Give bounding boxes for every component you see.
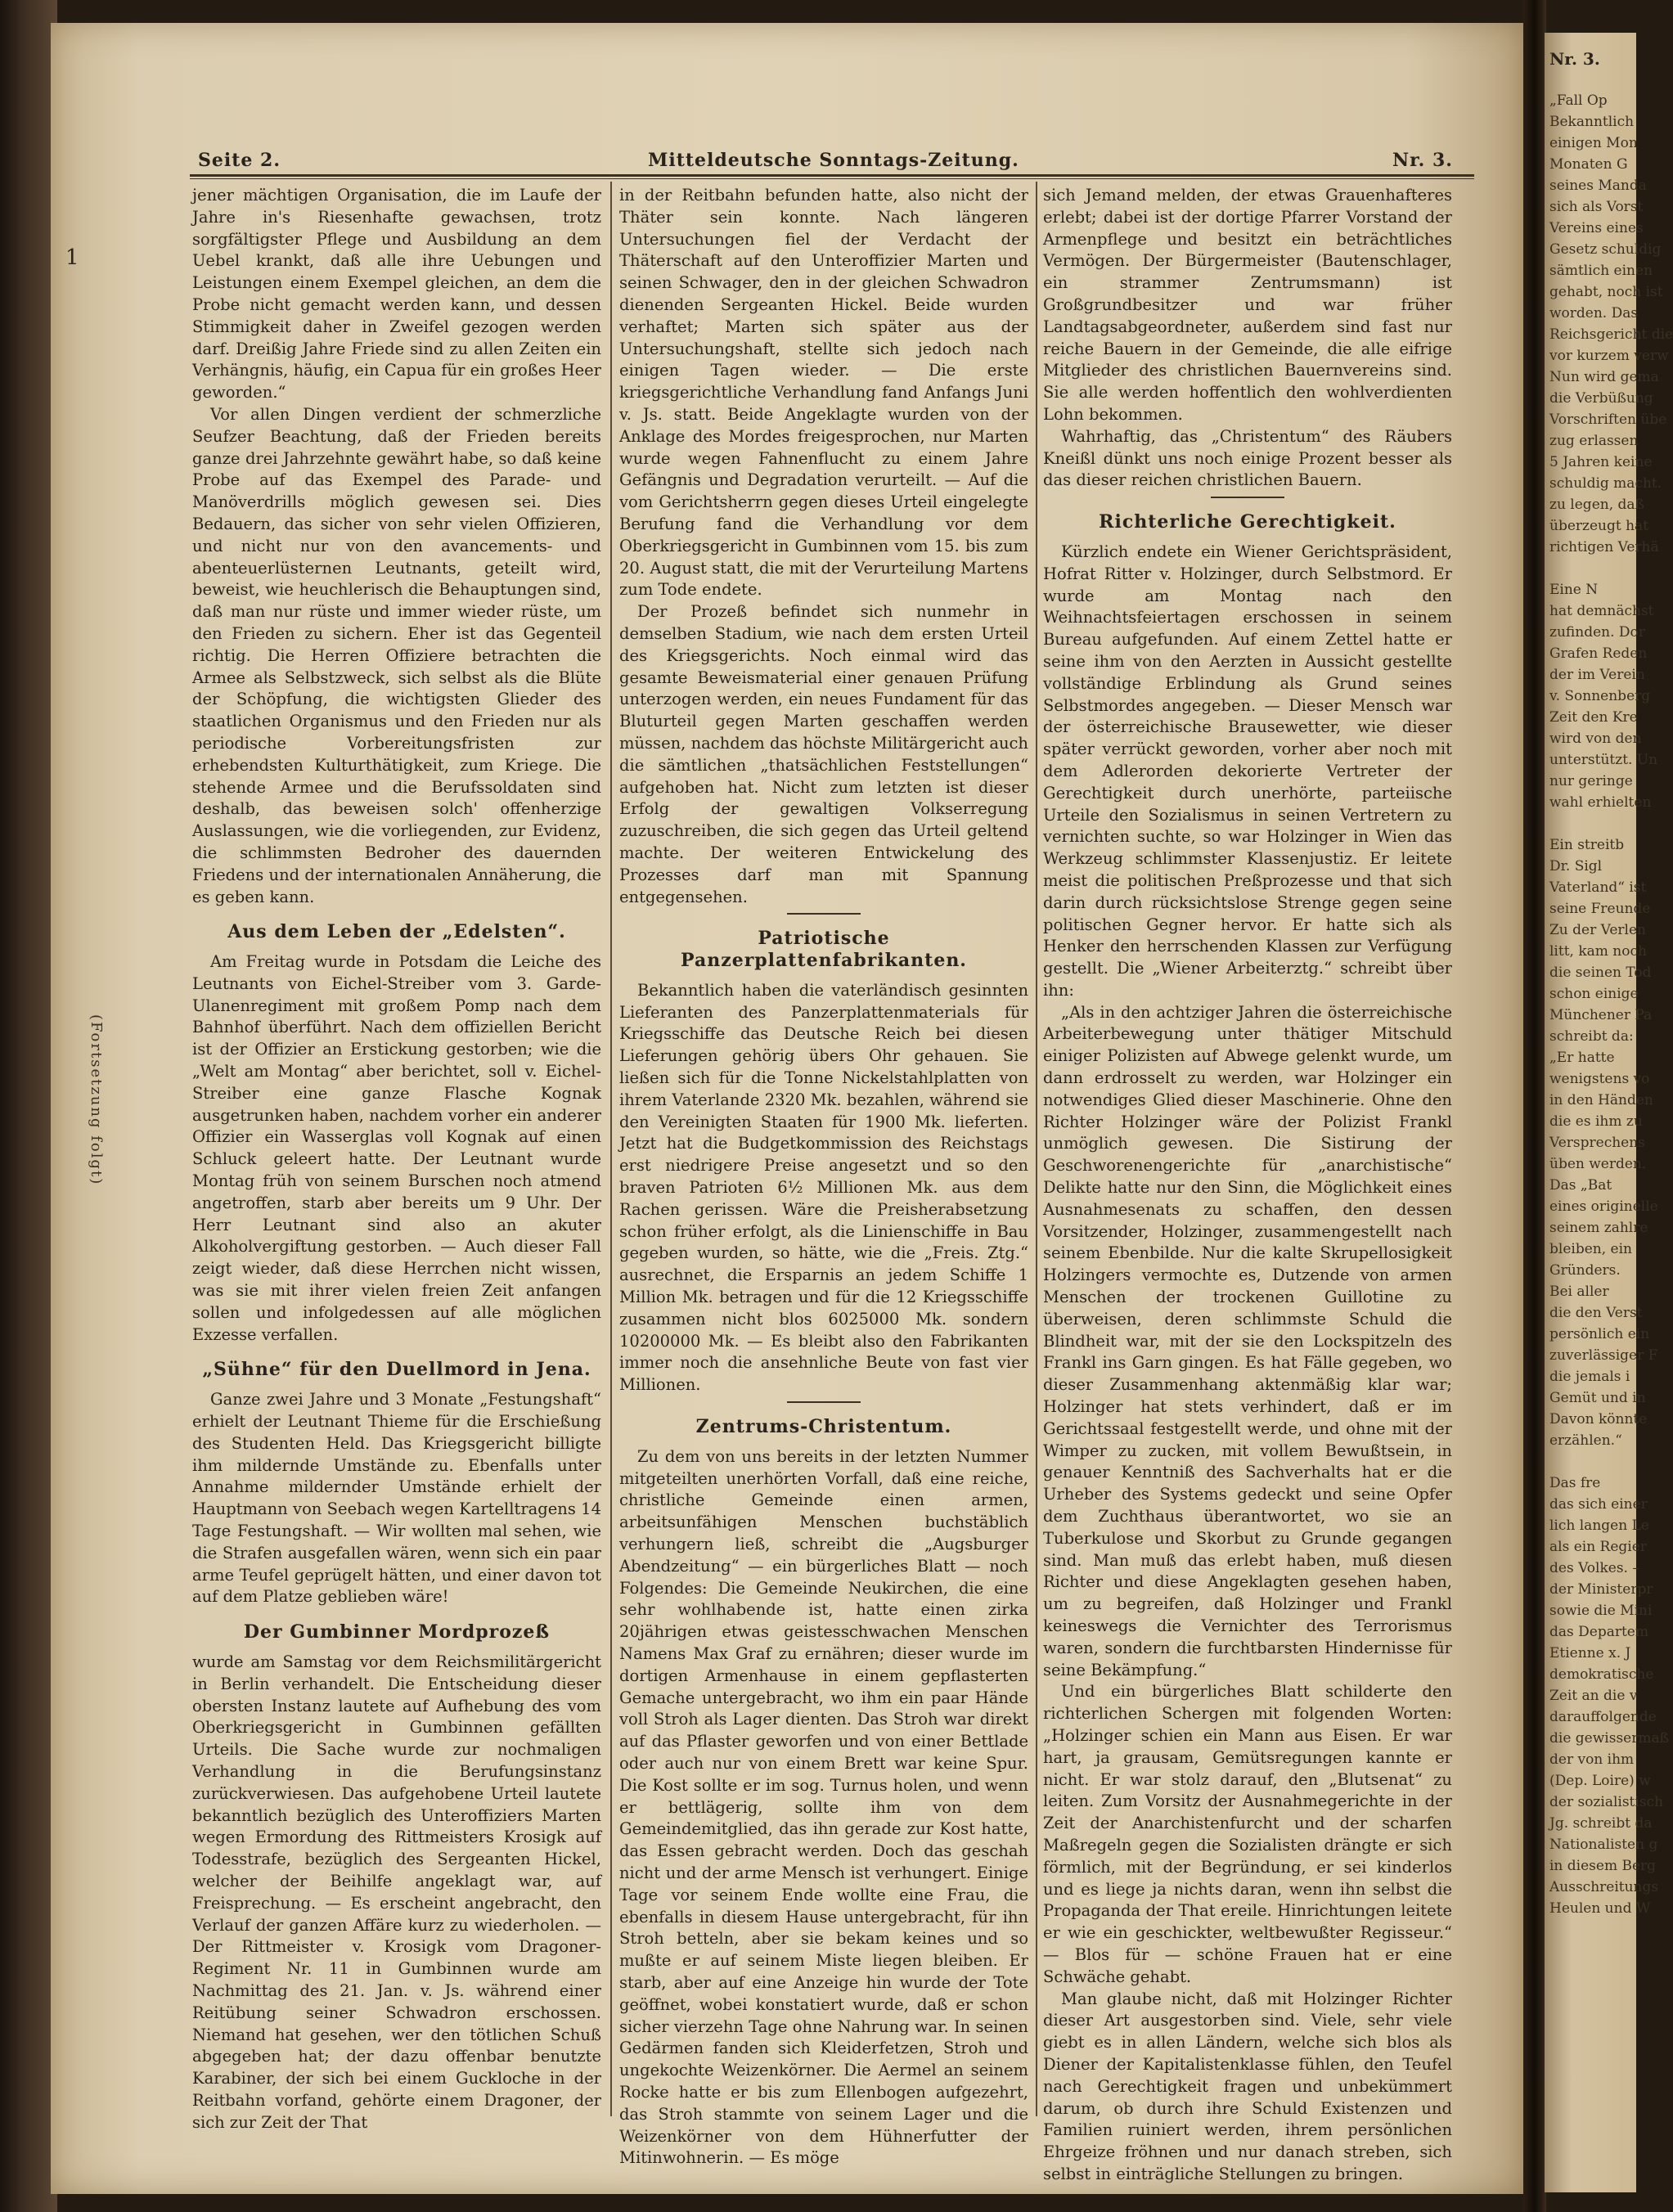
article-text: Kürzlich endete ein Wiener Gerichtspräsident, Hofrat Ritter v. Holzinger, durch Selbstmord. Er wurde am Montag nach den Weihnachtsfeiertagen erschossen in seinem Bureau aufgefunden. Auf einem Zettel hatte er seine ihm von den Aerzten in Aussicht gestellte vollständige Erblindung als Grund seines Selbstmordes angegeben. — Dieser Mensch war der österreichische Brausewetter, wie dieser später verrückt geworden, vorher aber noch mit dem Adlerorden dekorierte Vertreter der Gerechtigkeit durch unerhörte, parteiische Urteile den Sozialismus in seinen Vertretern zu vernichten suchte, so war Holzinger in Wien das Werkzeug schlimmster Klassenjustiz. Er leitete meist die politischen Preßprozesse und that sich darin durch rücksichtslose Strenge gegen seine politischen Gegner hervor. Er hatte sich als Henker den herrschenden Klassen zur Verfügung gestellt. Die „Wiener Arbeiterztg.“ schreibt über ihn: [1043,542,1452,1000]
book-binding [0,0,57,2212]
header-rule [190,174,1474,177]
facing-page-line: Zu der Verlen [1549,922,1646,938]
facing-page-line: Vereins eines [1549,220,1644,236]
page-number: Seite 2. [198,150,281,171]
facing-page-line: Dr. Sigl [1549,858,1603,874]
facing-page-line: „Er hatte [1549,1050,1615,1066]
facing-page-line: Bei aller [1549,1284,1609,1300]
facing-page-line: schreibt da: [1549,1028,1634,1045]
facing-page-line: Heulen und W [1549,1900,1651,1917]
facing-page-line: „Fall Op [1549,92,1608,109]
facing-page-line: Monaten G [1549,156,1628,173]
facing-page-line: die Verbüßung [1549,390,1653,407]
book-gutter [1523,0,1546,2212]
facing-page-line: die jemals i [1549,1369,1630,1385]
facing-page-line: wenigstens vo [1549,1071,1650,1087]
article-text: in der Reitbahn befunden hatte, also nicht der Thäter sein konnte. Nach längeren Untersuchungen fiel der Verdacht der Thäterschaft auf den Unteroffizier Marten und seinen Schwager, den in der gleichen Schwadron dienenden Sergeanten Hickel. Beide wurden verhaftet; Marten sich später aus der Untersuchungshaft, stellte sich jedoch nach einigen Tagen wieder. — Die erste kriegsgerichtliche Verhandlung fand Anfangs Juni v. Js. statt. Beide Angeklagte wurden von der Anklage des Mordes freigesprochen, nur Marten wurde wegen Fahnenflucht zu einem Jahre Gefängnis und Degradation verurteilt. — Auf die vom Gerichtsherrn gegen dieses Urteil eingelegte Berufung fand die Verhandlung vor dem Oberkriegsgericht in Gumbinnen vom 15. bis zum 20. August statt, die mit der Verurteilung Martens zum Tode endete. [619,186,1028,600]
facing-page-line: Nationalisten g [1549,1837,1658,1853]
facing-page-line: Eine N [1549,582,1599,598]
article-text: Vor allen Dingen verdient der schmerzliche Seufzer Beachtung, daß der Frieden bereits ganze drei Jahrzehnte gewährt habe, so daß keine Probe auf das Exempel des Parade- und Manöverdrills möglich gewesen sei. Dies Bedauern, das sicher von sehr vielen Offizieren, und nicht nur von den avancements- und abenteuerlüsternen Leutnants, geteilt wird, beweist, wie heuchlerisch die Behauptungen sind, daß man nur rüste und immer wieder rüste, um den Frieden zu sichern. Eher ist das Gegenteil richtig. Die Herren Offiziere betrachten die Armee als Selbstzweck, sich selbst als die Blüte der Schöpfung, die wichtigsten Glieder des staatlichen Organismus und den Frieden nur als periodische Vorbereitungsfristen zur erhebendsten Kulturthätigkeit, zum Kriege. Die stehende Armee und die Berufssoldaten sind deshalb, das beweisen solch' offenherzige Auslassungen, wie die vorliegenden, zur Evidenz, die schlimmsten Bedroher des dauernden Friedens und der internationalen Annäherung, die es geben kann. [192,404,601,906]
facing-page-line: unterstützt. Un [1549,752,1658,768]
facing-page-line: das sich einer [1549,1496,1648,1513]
facing-page-line: in den Händen [1549,1092,1653,1108]
facing-page-line: sich als Vorst [1549,199,1644,215]
facing-page-line: eines originelle [1549,1198,1658,1215]
facing-page-line: richtigen Verhä [1549,539,1659,555]
article-heading: Patriotische Panzerplattenfabrikanten. [681,928,967,972]
facing-page-line: Zeit den Kre [1549,709,1638,726]
facing-page-line: üben werden. [1549,1156,1647,1172]
facing-page-line: vor kurzem verw [1549,348,1669,364]
article-text: wurde am Samstag vor dem Reichsmilitärgericht in Berlin verhandelt. Die Entscheidung dieser obersten Instanz lautete auf Aufhebung des vom Oberkriegsgericht in Gumbinnen gefällten Urteils. Die Sache wurde zur nochmaligen Verhandlung in die Berufungsinstanz zurückverwiesen. Das aufgehobene Urteil lautete bekanntlich bezüglich des Unteroffiziers Marten wegen Ermordung des Rittmeisters Krosigk auf Todesstrafe, bezüglich des Sergeanten Hickel, welcher der Beihilfe angeklagt war, auf Freisprechung. — Es erscheint angebracht, den Verlauf der ganzen Affäre kurz zu wiederholen. — Der Rittmeister v. Krosigk vom Dragoner-Regiment Nr. 11 in Gumbinnen wurde am Nachmittag des 21. Jan. v. Js. während einer Reitübung seiner Schwadron erschossen. Niemand hat gesehen, wer den tötlichen Schuß abgegeben hat; der dazu offenbar benutzte Karabiner, der sich bei einem Guckloche in der Reitbahn vorfand, gehörte einem Dragoner, der sich zur Zeit der That [192,1652,601,2132]
facing-page [1545,33,1673,2192]
facing-page-line: die gewissermaß [1549,1730,1669,1747]
facing-page-line: Gesetz schuldig [1549,241,1662,258]
facing-page-line: Ein streitb [1549,837,1625,853]
facing-page-header: Nr. 3. [1549,49,1600,69]
article-text: sich Jemand melden, der etwas Grauenhafteres erlebt; dabei ist der dortige Pfarrer Vorstand der Armenpflege und besitzt ein beträchtliches Vermögen. Der Bürgermeister (Bautenschlager, ein strammer Zentrumsmann) ist Großgrundbesitzer und war früher Landtagsabgeordneter, außerdem sind fast nur reiche Bauern in der Gemeinde, die alle eifrige Mitglieder des christlichen Bauernvereins sind. Sie alle werden hoffentlich den wohlverdienten Lohn bekommen. [1043,186,1452,424]
facing-page-line: Etienne x. J [1549,1645,1631,1661]
newspaper-title: Mitteldeutsche Sonntags-Zeitung. [648,150,1019,171]
facing-page-line: der im Verein [1549,667,1645,683]
facing-page-line: zuverlässiger F [1549,1347,1658,1364]
facing-page-line: (Dep. Loire) w [1549,1773,1651,1789]
facing-page-line: Davon könnte [1549,1411,1648,1427]
facing-page-line: lich langen Le [1549,1517,1649,1534]
section-divider [787,913,861,915]
article-text: Ganze zwei Jahre und 3 Monate „Festungshaft“ erhielt der Leutnant Thieme für die Erschießung des Studenten Held. Das Kriegsgericht billigte ihm mildernde Umstände zu. Ebenfalls unter Annahme mildernder Umstände erhielt der Hauptmann von Seebach wegen Kartelltragens 14 Tage Festungshaft. — Wir wollten mal sehen, wie die Strafen ausgefallen wären, wenn sich ein paar arme Teufel geprügelt hätten, und einer davon tot auf dem Platze geblieben wäre! [192,1390,601,1607]
facing-page-line: Jg. schreibt da [1549,1815,1653,1832]
article-heading: Richterliche Gerechtigkeit. [1099,511,1396,533]
section-divider [1211,497,1284,498]
column-divider-1 [610,182,612,2116]
facing-page-line: wahl erhielten [1549,794,1652,811]
facing-page-line: der von ihm [1549,1751,1635,1768]
article-heading: Zentrums-Christentum. [695,1416,952,1438]
facing-page-line: der sozialistisch [1549,1794,1664,1810]
facing-page-line: Das fre [1549,1475,1601,1491]
facing-page-line: Ausschreitungs [1549,1879,1659,1895]
facing-page-line: sowie die Mini [1549,1603,1653,1619]
article-text: Am Freitag wurde in Potsdam die Leiche des Leutnants von Eichel-Streiber vom 3. Garde-Ulanenregiment mit großem Pomp nach dem Bahnhof überführt. Nach dem offiziellen Bericht ist der Offizier an Erstickung gestorben; wie die „Welt am Montag“ aber berichtet, soll v. Eichel-Streiber eine ganze Flasche Kognak ausgetrunken haben, nachdem vorher ein anderer Offizier ein Wasserglas voll Kognak auf einen Schluck geleert hatte. Der Leutnant wurde Montag früh von seinem Burschen noch atmend angetroffen, starb aber bereits um 9 Uhr. Der Herr Leutnant sind also an akuter Alkoholvergiftung gestorben. — Auch dieser Fall zeigt wieder, daß diese Herrchen nicht wissen, was sie mit ihrer vielen freien Zeit anfangen sollen und infolgedessen auf alle möglichen Exzesse verfallen. [192,952,601,1344]
facing-page-line: überzeugt hat [1549,518,1649,534]
article-heading: Aus dem Leben der „Edelsten“. [227,921,566,943]
article-quote: „Als in den achtziger Jahren die österreichische Arbeiterbewegung unter thätiger Mitschuld einiger Polizisten auf Abwege gelenkt wurde, um dann erdrosselt zu werden, war Holzinger ein notwendiges Glied dieser Maschinerie. Ohne den Richter Holzinger wäre der Polizist Frankl unmöglich gewesen. Die Sistirung der Geschworenengerichte für „anarchistische“ Delikte hatte nur den Sinn, die Möglichkeit eines Ausnahmesenats zu schaffen, den dessen Vorsitzender, Holzinger, zusammengestellt nach seinem Ebenbilde. Nur die kalte Skrupellosigkeit Holzingers vermochte es, Dutzende von armen Menschen der trockenen Guillotine zu überweisen, deren schlimmste Schuld die Blindheit war, mit der sie den Lockspitzeln des Frankl ins Garn gingen. Es hat Fälle gegeben, wo dieser Zusammenhang aktenmäßig klar war; Holzinger hat stets verhindert, daß er im Gerichtssaal festgestellt werde, und ohne mit der Wimper zu zucken, mit vollem Bewußtsein, in genauer Kenntniß des Sachverhalts hat er die Urheber des Systems gedeckt und seine Opfer dem Zuchthaus überantwortet, wo sie an Tuberkulose und Skorbut zu Grunde gegangen sind. Man muß das erlebt haben, muß diesen Richter und diese Angeklagten gesehen haben, um zu begreifen, daß Holzinger und Frankl keineswegs die Vernichter des Terrorismus waren, sondern die furchtbarsten Hindernisse für seine Bekämpfung.“ [1043,1002,1452,1679]
facing-page-line: v. Sonnenberg [1549,688,1651,704]
margin-number: 1 [65,245,79,270]
facing-page-line: sämtlich einen [1549,263,1653,279]
facing-page-line: persönlich ein [1549,1326,1650,1342]
facing-page-line: litt, kam noch [1549,943,1647,960]
facing-page-line: worden. Das [1549,305,1639,321]
facing-page-line: zu legen, daß [1549,497,1644,513]
facing-page-line: 5 Jahren keine [1549,454,1653,470]
facing-page-line: Bekanntlich [1549,114,1635,130]
facing-page-line: wird von den [1549,731,1642,747]
facing-page-line: Zeit an die v [1549,1688,1638,1704]
article-text: Wahrhaftig, das „Christentum“ des Räubers Kneißl dünkt uns noch einige Prozent besser als das dieser reichen christlichen Bauern. [1043,426,1452,490]
column-divider-2 [1036,182,1037,2116]
facing-page-line: seine Freunde [1549,901,1651,917]
facing-page-line: seinem zahlre [1549,1220,1648,1236]
facing-page-line: Gründers. [1549,1262,1621,1279]
facing-page-line: Das „Bat [1549,1177,1612,1194]
facing-page-line: des Volkes. – [1549,1560,1639,1576]
facing-page-line: zufinden. Dor [1549,624,1645,641]
facing-page-line: demokratische [1549,1666,1654,1683]
article-text: Man glaube nicht, daß mit Holzinger Richter dieser Art ausgestorben sind. Viele, sehr viele giebt es in allen Ländern, welche sich blos als Diener der Kapitalistenklasse fühlen, den Teufel nach Gerechtigkeit fragen und unbekümmert darum, ob durch ihre Schuld Existenzen und Familien ruiniert werden, ihrem persönlichen Ehrgeize fröhnen und nur danach streben, sich selbst in einträgliche Stellungen zu bringen. [1043,1989,1452,2183]
article-text: Und ein bürgerliches Blatt schilderte den richterlichen Schergen mit folgenden Worten: „Holzinger schien ein Mann aus Eisen. Er war hart, ja grausam, Gemütsregungen kannte er nicht. Er war stolz darauf, den „Blutsenat“ zu leiten. Zum Vorsitz der Ausnahmegerichte in der Zeit der Anarchistenfurcht und der scharfen Maßregeln gegen die Sozialisten drängte er sich förmlich, mit der Begründung, er sei kinderlos und es liege ja nichts daran, wenn ihn selbst die Propaganda der That ereile. Hinrichtungen leitete er wie ein geschickter, weltbewußter Regisseur.“ — Blos für — schöne Frauen hat er eine Schwäche gehabt. [1043,1682,1452,1986]
facing-page-line: Nun wird gema [1549,369,1659,385]
facing-page-line: gehabt, noch ist [1549,284,1663,300]
facing-page-line: Vaterland“ ist [1549,879,1647,896]
section-divider [787,1401,861,1403]
facing-page-line: das Departem [1549,1624,1648,1640]
facing-page-line: schon einige [1549,986,1639,1002]
column-3 [1043,185,1452,2186]
facing-page-line: Gemüt und in [1549,1390,1646,1406]
page-header [190,150,1474,174]
facing-page-line: Vorschriften übe [1549,411,1667,428]
column-2 [619,185,1028,2169]
header-rule-thin [190,178,1474,179]
facing-page-line: schuldig macht. [1549,475,1662,492]
facing-page-line: nur geringe [1549,773,1633,789]
facing-page-line: die es ihm zu [1549,1113,1643,1130]
facing-page-line: darauffolgende [1549,1709,1657,1725]
facing-page-line: Versprechens [1549,1135,1645,1151]
article-heading: „Sühne“ für den Duellmord in Jena. [202,1359,591,1381]
margin-handwritten-note: (Fortsetzung folgt) [88,1014,105,1186]
facing-page-line: als ein Regier [1549,1539,1647,1555]
article-text: Bekanntlich haben die vaterländisch gesinnten Lieferanten des Panzerplattenmaterials für Kriegsschiffe das Deutsche Reich bei diesen Lieferungen gehörig übers Ohr gehauen. Sie ließen sich für die Tonne Nickelstahlplatten von ihrem Vaterlande 2320 Mk. bezahlen, während sie den Vereinigten Staaten für 1900 Mk. lieferten. Jetzt hat die Budgetkommission des Reichstags erst niedrigere Preise angesetzt und so den braven Patrioten 6½ Millionen Mk. aus dem Rachen gerissen. Wäre die Preisherabsetzung schon früher erfolgt, als die Linienschiffe in Bau gegeben wurden, so hätte, wie die „Freis. Ztg.“ ausrechnet, die Ersparnis an jedem Schiffe 1 Million Mk. betragen und für die 12 Kriegsschiffe zusammen nicht blos 6025000 Mk. sondern 10200000 Mk. — Es bleibt also den Fabrikanten immer noch die ansehnliche Beute von fast vier Millionen. [619,980,1028,1395]
facing-page-line: hat demnächst [1549,603,1654,619]
facing-page-line: bleiben, ein [1549,1241,1632,1257]
article-text: jener mächtigen Organisation, die im Laufe der Jahre in's Riesenhafte gewachsen, trotz sorgfältigster Pflege und Ausbildung an dem Uebel krankt, daß alle ihre Uebungen und Leistungen einem Exempel gleichen, an dem die Probe nicht gemacht werden kann, und dessen Stimmigkeit daher in Zweifel gezogen werden darf. Dreißig Jahre Friede sind zu allen Zeiten ein Verhängnis, häufig, ein Capua für ein großes Heer geworden.“ [192,186,601,402]
facing-page-line: einigen Mon [1549,135,1638,151]
facing-page-line: erzählen.“ [1549,1432,1622,1449]
article-heading: Der Gumbinner Mordprozeß [243,1621,551,1643]
facing-page-line: Münchener Pa [1549,1007,1653,1023]
facing-page-line: Reichsgericht die [1549,326,1673,343]
facing-page-line: in diesem Berg [1549,1858,1657,1874]
facing-page-line: Grafen Reden [1549,645,1648,662]
facing-page-line: die seinen Tod [1549,964,1652,981]
column-1 [192,185,601,2134]
article-text: Zu dem von uns bereits in der letzten Nummer mitgeteilten unerhörten Vorfall, daß eine reiche, christliche Gemeinde einen armen, arbeitsunfähigen Menschen buchstäblich verhungern ließ, schreibt die „Augsburger Abendzeitung“ — ein bürgerliches Blatt — noch Folgendes: Die Gemeinde Neukirchen, die eine sehr wohlhabende ist, hatte einen zirka 20jährigen etwas geistesschwachen Menschen Namens Max Graf zu ernähren; dieser wurde im dortigen Armenhause in einem gepflasterten Gemache untergebracht, wo ihm ein paar Hände voll Stroh als Lager dienten. Das Stroh war direkt auf das Pflaster geworfen und von einer Bettlade oder auch nur von einem Brett war keine Spur. Die Kost sollte er im sog. Turnus holen, und wenn er bettlägerig, sollte ihm von dem Gemeindemitglied, das ihn gerade zur Kost hatte, das Essen gebracht werden. Doch das geschah nicht und der arme Mensch ist verhungert. Einige Tage vor seinem Ende wollte eine Frau, die ebenfalls in diesem Hause untergebracht, für ihn Stroh betteln, aber sie bekam keines und so mußte er auf seinem Miste liegen bleiben. Er starb, aber auf eine Anzeige hin wurde der Tote geöffnet, wobei konstatiert wurde, daß er schon sicher vierzehn Tage ohne Nahrung war. In seinen Gedärmen fanden sich Kleiderfetzen, Stroh und ungekochte Weizenkörner. Die Aermel an seinem Rocke hatte er bis zum Ellenbogen aufgezehrt, das Stroh stammte von seinem Lager und die Weizenkörner von dem Hühnerfutter der Mitinwohnerin. — Es möge [619,1446,1028,2168]
article-text: Der Prozeß befindet sich nunmehr in demselben Stadium, wie nach dem ersten Urteil des Kriegsgerichts. Noch einmal wird das gesamte Beweismaterial einer genauen Prüfung unterzogen werden, ein neues Fundament für das Bluturteil gegen Marten geschaffen werden müssen, nachdem das höchste Militärgericht auch die sämtlichen „thatsächlichen Feststellungen“ aufgehoben hat. Nicht zum letzten ist dieser Erfolg der gewaltigen Volkserregung zuzuschreiben, die sich gegen das Urteil geltend machte. Der weiteren Entwickelung des Prozesses darf man mit Spannung entgegensehen. [619,602,1028,906]
facing-page-line: zug erlassen [1549,433,1639,449]
facing-page-line: der Ministerpr [1549,1581,1653,1598]
issue-number: Nr. 3. [1392,150,1453,171]
facing-page-line: seines Manda [1549,178,1647,194]
facing-page-line: die den Verst [1549,1305,1643,1321]
